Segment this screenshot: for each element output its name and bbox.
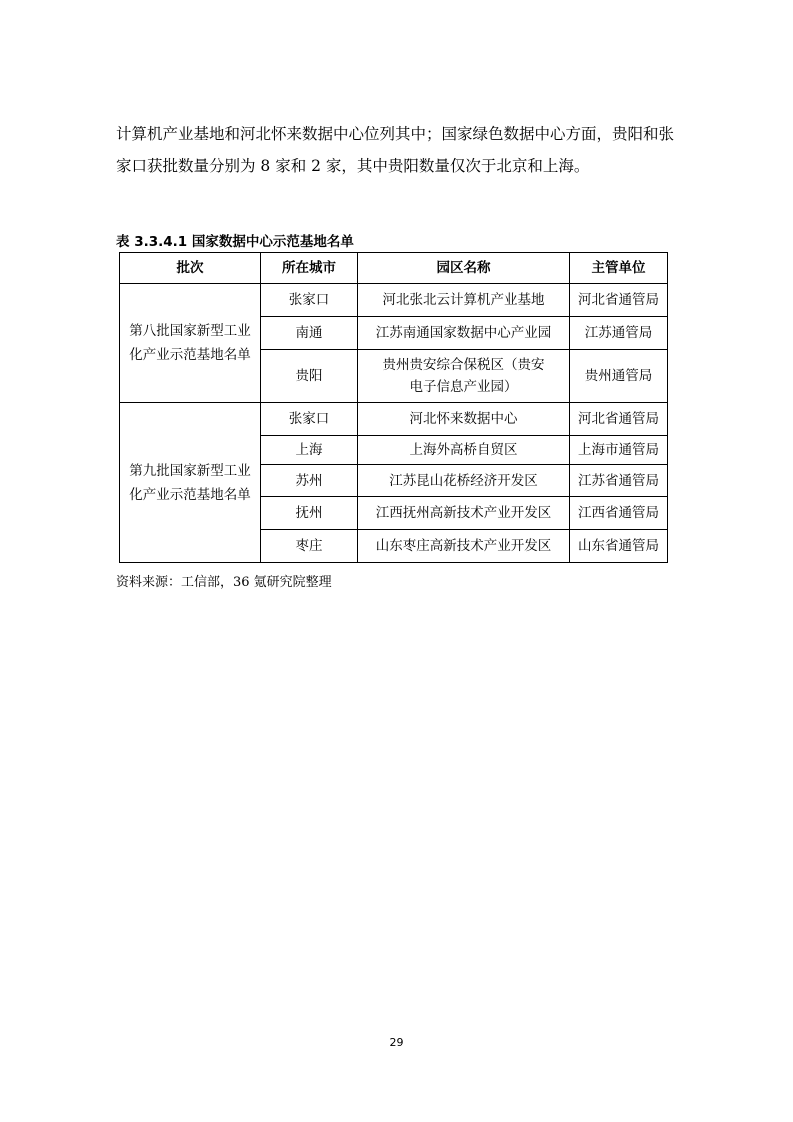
city-cell: 张家口 [261,403,358,436]
city-cell: 张家口 [261,284,358,317]
table-header-row [120,253,668,284]
park-cell: 江苏昆山花桥经济开发区 [358,465,570,497]
park-cell: 江西抚州高新技术产业开发区 [358,497,570,530]
batch-cell-8: 第八批国家新型工业化产业示范基地名单 [120,284,261,403]
batch-cell-9: 第九批国家新型工业化产业示范基地名单 [120,403,261,563]
park-cell: 河北怀来数据中心 [358,403,570,436]
authority-cell: 上海市通管局 [570,436,668,465]
page-number: 29 [389,1036,404,1049]
city-cell: 南通 [261,317,358,350]
authority-cell: 河北省通管局 [570,403,668,436]
table-row [120,284,668,317]
park-cell: 河北张北云计算机产业基地 [358,284,570,317]
body-paragraph [116,118,696,182]
city-cell: 上海 [261,436,358,465]
authority-cell: 山东省通管局 [570,530,668,563]
table-row [120,403,668,436]
park-cell: 贵州贵安综合保税区（贵安电子信息产业园） [358,350,570,403]
authority-cell: 河北省通管局 [570,284,668,317]
city-cell: 抚州 [261,497,358,530]
header-authority: 主管单位 [570,253,668,284]
source-note: 资料来源：工信部，36 氪研究院整理 [116,575,332,590]
authority-cell: 江苏通管局 [570,317,668,350]
park-cell: 江苏南通国家数据中心产业园 [358,317,570,350]
data-center-demo-base-table [119,252,668,563]
park-cell: 山东枣庄高新技术产业开发区 [358,530,570,563]
city-cell: 贵阳 [261,350,358,403]
paragraph-line-2: 家口获批数量分别为 8 家和 2 家，其中贵阳数量仅次于北京和上海。 [116,157,590,175]
paragraph-line-1: 计算机产业基地和河北怀来数据中心位列其中；国家绿色数据中心方面，贵阳和张 [116,125,675,143]
authority-cell: 江苏省通管局 [570,465,668,497]
city-cell: 苏州 [261,465,358,497]
header-park: 园区名称 [358,253,570,284]
table-caption: 表 3.3.4.1 国家数据中心示范基地名单 [116,234,354,250]
header-city: 所在城市 [261,253,358,284]
authority-cell: 江西省通管局 [570,497,668,530]
park-cell: 上海外高桥自贸区 [358,436,570,465]
header-batch: 批次 [120,253,261,284]
authority-cell: 贵州通管局 [570,350,668,403]
city-cell: 枣庄 [261,530,358,563]
